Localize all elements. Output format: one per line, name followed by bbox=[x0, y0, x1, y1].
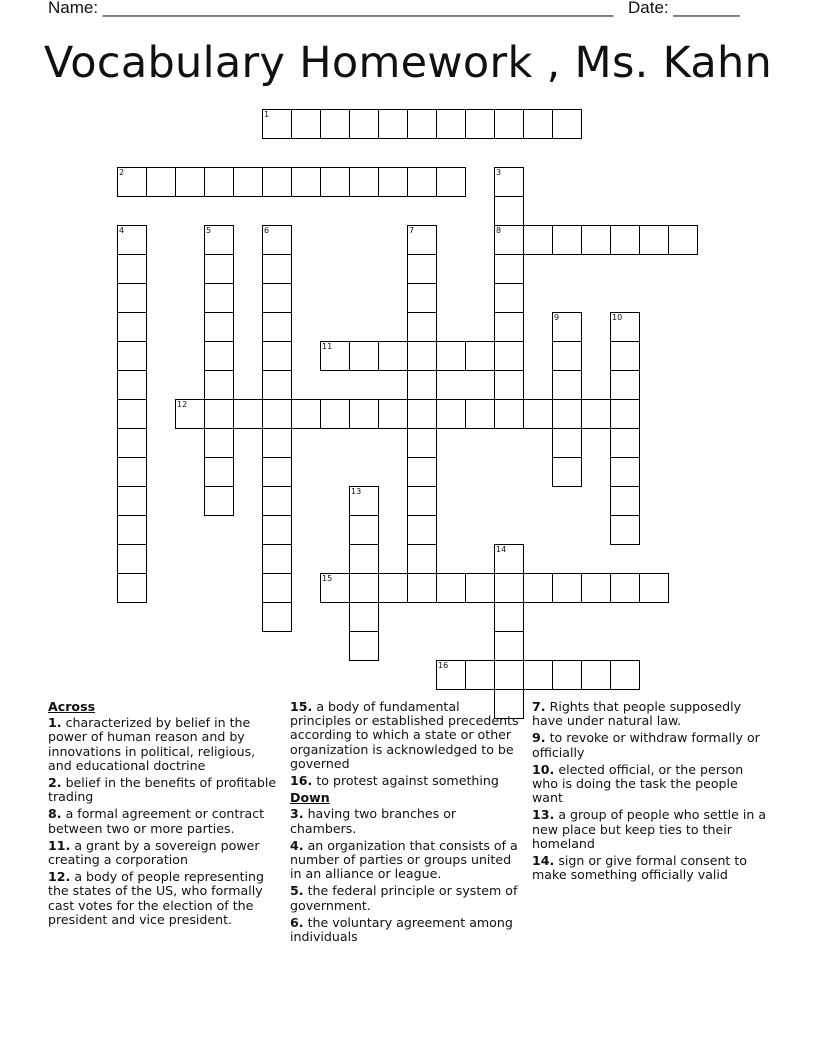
clue-number: 4. bbox=[290, 837, 304, 853]
clue-text: to protest against something bbox=[312, 773, 499, 789]
clue-across-11 bbox=[48, 839, 280, 867]
crossword-cell[interactable] bbox=[407, 573, 437, 603]
clue-number: 11. bbox=[48, 837, 71, 853]
crossword-cell[interactable] bbox=[523, 399, 553, 429]
crossword-cell[interactable] bbox=[581, 660, 611, 690]
crossword-cell[interactable] bbox=[262, 457, 292, 487]
crossword-cell[interactable] bbox=[581, 573, 611, 603]
crossword-cell[interactable] bbox=[204, 370, 234, 400]
crossword-cell[interactable] bbox=[552, 573, 582, 603]
clue-text: the voluntary agreement among individuals bbox=[290, 914, 513, 945]
crossword-cell[interactable] bbox=[436, 573, 466, 603]
crossword-cell[interactable] bbox=[552, 457, 582, 487]
crossword-cell[interactable] bbox=[146, 167, 176, 197]
page-title: Vocabulary Homework , Ms. Kahn bbox=[43, 38, 773, 88]
cell-number: 5 bbox=[206, 226, 212, 235]
down-heading: Down bbox=[290, 790, 330, 806]
crossword-cell[interactable] bbox=[349, 399, 379, 429]
clue-text: characterized by belief in the power of human reason and by innovations in political, religious, and educational doctrine bbox=[48, 715, 256, 773]
crossword-cell[interactable] bbox=[262, 312, 292, 342]
crossword-cell[interactable] bbox=[523, 573, 553, 603]
crossword-cell[interactable] bbox=[436, 109, 466, 139]
clue-down-7 bbox=[532, 700, 768, 728]
crossword-cell[interactable] bbox=[523, 109, 553, 139]
crossword-cell[interactable] bbox=[378, 109, 408, 139]
clue-down-10 bbox=[532, 763, 768, 806]
crossword-cell[interactable] bbox=[117, 486, 147, 516]
name-field-label: Name: ______________________________________________________ bbox=[48, 0, 614, 17]
cell-number: 15 bbox=[322, 574, 333, 583]
clue-text: belief in the benefits of profitable trading bbox=[48, 775, 277, 805]
clue-across-12 bbox=[48, 870, 280, 927]
crossword-cell[interactable] bbox=[204, 486, 234, 516]
clues-column-1 bbox=[48, 700, 280, 930]
crossword-cell[interactable] bbox=[639, 225, 669, 255]
crossword-cell[interactable] bbox=[378, 167, 408, 197]
crossword-cell[interactable] bbox=[610, 573, 640, 603]
crossword-cell[interactable] bbox=[465, 109, 495, 139]
clue-number: 13. bbox=[532, 807, 555, 823]
crossword-cell[interactable] bbox=[610, 370, 640, 400]
crossword-cell[interactable] bbox=[407, 544, 437, 574]
crossword-cell[interactable] bbox=[552, 312, 582, 342]
crossword-cell[interactable] bbox=[204, 167, 234, 197]
crossword-cell[interactable] bbox=[610, 457, 640, 487]
crossword-cell[interactable] bbox=[117, 283, 147, 313]
cell-number: 12 bbox=[177, 400, 188, 409]
crossword-cell[interactable] bbox=[465, 399, 495, 429]
clue-text: an organization that consists of a number of parties or groups united in an alliance or league. bbox=[290, 837, 518, 882]
crossword-cell[interactable] bbox=[378, 573, 408, 603]
clue-text: elected official, or the person who is doing the task the people want bbox=[532, 761, 744, 806]
crossword-cell[interactable] bbox=[407, 109, 437, 139]
crossword-cell[interactable] bbox=[349, 631, 379, 661]
crossword-cell[interactable] bbox=[552, 225, 582, 255]
crossword-cell[interactable] bbox=[494, 225, 524, 255]
clue-text: Rights that people supposedly have under natural law. bbox=[532, 699, 742, 729]
crossword-cell[interactable] bbox=[117, 544, 147, 574]
clue-number: 1. bbox=[48, 715, 62, 731]
clue-number: 3. bbox=[290, 806, 304, 822]
crossword-cell[interactable] bbox=[204, 225, 234, 255]
crossword-cell[interactable] bbox=[349, 109, 379, 139]
crossword-cell[interactable] bbox=[407, 370, 437, 400]
crossword-cell[interactable] bbox=[349, 544, 379, 574]
crossword-cell[interactable] bbox=[436, 341, 466, 371]
crossword-cell[interactable] bbox=[175, 167, 205, 197]
crossword-cell[interactable] bbox=[349, 573, 379, 603]
crossword-cell[interactable] bbox=[407, 225, 437, 255]
cell-number: 9 bbox=[554, 313, 560, 322]
clues-column-2 bbox=[290, 700, 522, 947]
clue-text: a body of people representing the states of the US, who formally cast votes for the election of the president and vice president. bbox=[48, 869, 265, 927]
crossword-cell[interactable] bbox=[262, 486, 292, 516]
cell-number: 14 bbox=[496, 545, 507, 554]
across-heading: Across bbox=[48, 699, 96, 714]
cell-number: 6 bbox=[264, 226, 270, 235]
clue-down-4 bbox=[290, 839, 522, 882]
crossword-cell[interactable] bbox=[552, 399, 582, 429]
crossword-cell[interactable] bbox=[291, 167, 321, 197]
clue-number: 16. bbox=[290, 773, 313, 789]
crossword-cell[interactable] bbox=[494, 602, 524, 632]
crossword-cell[interactable] bbox=[378, 399, 408, 429]
crossword-cell[interactable] bbox=[320, 167, 350, 197]
crossword-cell[interactable] bbox=[262, 428, 292, 458]
clue-down-14 bbox=[532, 854, 768, 882]
clue-number: 10. bbox=[532, 761, 555, 777]
crossword-cell[interactable] bbox=[262, 573, 292, 603]
crossword-cell[interactable] bbox=[117, 312, 147, 342]
crossword-cell[interactable] bbox=[407, 167, 437, 197]
clue-number: 8. bbox=[48, 806, 62, 822]
crossword-cell[interactable] bbox=[262, 515, 292, 545]
crossword-cell[interactable] bbox=[349, 167, 379, 197]
crossword-cell[interactable] bbox=[407, 399, 437, 429]
crossword-cell[interactable] bbox=[349, 515, 379, 545]
crossword-cell[interactable] bbox=[436, 660, 466, 690]
crossword-cell[interactable] bbox=[552, 341, 582, 371]
clue-number: 15. bbox=[290, 699, 313, 714]
crossword-cell[interactable] bbox=[233, 399, 263, 429]
clue-text: having two branches or chambers. bbox=[290, 806, 457, 836]
crossword-cell[interactable] bbox=[291, 399, 321, 429]
clue-text: the federal principle or system of government. bbox=[290, 883, 518, 913]
clue-text: a body of fundamental principles or established precedents according to which a state or other organization is acknowledged to be governed bbox=[290, 699, 519, 771]
cell-number: 3 bbox=[496, 168, 502, 177]
crossword-cell[interactable] bbox=[291, 109, 321, 139]
crossword-cell[interactable] bbox=[668, 225, 698, 255]
clue-text: a formal agreement or contract between two or more parties. bbox=[48, 806, 265, 836]
crossword-cell[interactable] bbox=[552, 370, 582, 400]
crossword-cell[interactable] bbox=[494, 196, 524, 226]
crossword-cell[interactable] bbox=[465, 660, 495, 690]
crossword-cell[interactable] bbox=[552, 660, 582, 690]
crossword-cell[interactable] bbox=[262, 254, 292, 284]
crossword-cell[interactable] bbox=[378, 341, 408, 371]
crossword-cell[interactable] bbox=[494, 399, 524, 429]
cell-number: 11 bbox=[322, 342, 333, 351]
crossword-cell[interactable] bbox=[581, 225, 611, 255]
clue-down-6 bbox=[290, 916, 522, 944]
crossword-cell[interactable] bbox=[262, 370, 292, 400]
cell-number: 13 bbox=[351, 487, 362, 496]
clue-text: a grant by a sovereign power creating a corporation bbox=[48, 837, 260, 868]
crossword-cell[interactable] bbox=[407, 457, 437, 487]
clue-number: 2. bbox=[48, 775, 62, 791]
crossword-cell[interactable] bbox=[262, 341, 292, 371]
crossword-cell[interactable] bbox=[175, 399, 205, 429]
clue-down-5 bbox=[290, 884, 522, 912]
crossword-cell[interactable] bbox=[262, 167, 292, 197]
clue-number: 9. bbox=[532, 730, 546, 746]
clue-down-9 bbox=[532, 731, 768, 759]
clue-number: 12. bbox=[48, 869, 71, 885]
crossword-cell[interactable] bbox=[204, 428, 234, 458]
crossword-cell[interactable] bbox=[552, 109, 582, 139]
crossword-cell[interactable] bbox=[117, 399, 147, 429]
crossword-cell[interactable] bbox=[494, 573, 524, 603]
crossword-cell[interactable] bbox=[407, 283, 437, 313]
crossword-cell[interactable] bbox=[494, 341, 524, 371]
crossword-cell[interactable] bbox=[610, 660, 640, 690]
cell-number: 16 bbox=[438, 661, 449, 670]
crossword-cell[interactable] bbox=[320, 573, 350, 603]
clue-down-3 bbox=[290, 807, 522, 835]
crossword-cell[interactable] bbox=[204, 341, 234, 371]
crossword-cell[interactable] bbox=[610, 515, 640, 545]
crossword-cell[interactable] bbox=[204, 254, 234, 284]
crossword-cell[interactable] bbox=[262, 283, 292, 313]
crossword-cell[interactable] bbox=[436, 399, 466, 429]
cell-number: 2 bbox=[119, 168, 125, 177]
crossword-cell[interactable] bbox=[204, 312, 234, 342]
crossword-cell[interactable] bbox=[436, 167, 466, 197]
crossword-cell[interactable] bbox=[117, 341, 147, 371]
crossword-cell[interactable] bbox=[610, 341, 640, 371]
crossword-cell[interactable] bbox=[581, 399, 611, 429]
crossword-cell[interactable] bbox=[639, 573, 669, 603]
clue-across-2 bbox=[48, 776, 280, 804]
crossword-cell[interactable] bbox=[262, 225, 292, 255]
crossword-cell[interactable] bbox=[407, 515, 437, 545]
cell-number: 1 bbox=[264, 110, 270, 119]
crossword-cell[interactable] bbox=[117, 254, 147, 284]
crossword-cell[interactable] bbox=[523, 225, 553, 255]
crossword-cell[interactable] bbox=[407, 254, 437, 284]
crossword-cell[interactable] bbox=[610, 428, 640, 458]
crossword-cell[interactable] bbox=[320, 109, 350, 139]
crossword-cell[interactable] bbox=[320, 399, 350, 429]
crossword-cell[interactable] bbox=[204, 283, 234, 313]
clue-number: 7. bbox=[532, 699, 546, 714]
crossword-cell[interactable] bbox=[262, 544, 292, 574]
crossword-cell[interactable] bbox=[494, 660, 524, 690]
cell-number: 10 bbox=[612, 313, 623, 322]
crossword-cell[interactable] bbox=[407, 428, 437, 458]
date-field-label: Date: _______ bbox=[628, 0, 740, 17]
crossword-cell[interactable] bbox=[407, 486, 437, 516]
clue-text: to revoke or withdraw formally or officially bbox=[532, 730, 760, 760]
clue-text: sign or give formal consent to make something officially valid bbox=[532, 853, 748, 883]
crossword-cell[interactable] bbox=[494, 283, 524, 313]
crossword-cell[interactable] bbox=[117, 167, 147, 197]
crossword-cell[interactable] bbox=[204, 457, 234, 487]
clue-across-16 bbox=[290, 774, 522, 788]
crossword-cell[interactable] bbox=[407, 341, 437, 371]
crossword-cell[interactable] bbox=[262, 109, 292, 139]
crossword-cell[interactable] bbox=[610, 312, 640, 342]
clues-column-3 bbox=[532, 700, 768, 885]
cell-number: 4 bbox=[119, 226, 125, 235]
crossword-cell[interactable] bbox=[494, 631, 524, 661]
crossword-cell[interactable] bbox=[117, 457, 147, 487]
cell-number: 7 bbox=[409, 226, 415, 235]
crossword-cell[interactable] bbox=[349, 486, 379, 516]
crossword-cell[interactable] bbox=[117, 515, 147, 545]
crossword-cell[interactable] bbox=[407, 312, 437, 342]
crossword-cell[interactable] bbox=[262, 602, 292, 632]
clue-number: 6. bbox=[290, 914, 304, 930]
clue-down-13 bbox=[532, 808, 768, 851]
clue-number: 5. bbox=[290, 883, 304, 899]
crossword-cell[interactable] bbox=[117, 370, 147, 400]
crossword-cell[interactable] bbox=[233, 167, 263, 197]
crossword-cell[interactable] bbox=[610, 399, 640, 429]
cell-number: 8 bbox=[496, 226, 502, 235]
clue-across-1 bbox=[48, 716, 280, 773]
crossword-cell[interactable] bbox=[465, 573, 495, 603]
crossword-cell[interactable] bbox=[494, 109, 524, 139]
crossword-cell[interactable] bbox=[552, 428, 582, 458]
crossword-cell[interactable] bbox=[117, 573, 147, 603]
crossword-cell[interactable] bbox=[494, 544, 524, 574]
crossword-cell[interactable] bbox=[204, 399, 234, 429]
crossword-cell[interactable] bbox=[320, 341, 350, 371]
crossword-cell[interactable] bbox=[610, 225, 640, 255]
crossword-cell[interactable] bbox=[494, 254, 524, 284]
crossword-cell[interactable] bbox=[494, 370, 524, 400]
crossword-cell[interactable] bbox=[494, 312, 524, 342]
crossword-cell[interactable] bbox=[465, 341, 495, 371]
clue-text: a group of people who settle in a new place but keep ties to their homeland bbox=[532, 807, 767, 851]
crossword-cell[interactable] bbox=[117, 225, 147, 255]
crossword-cell[interactable] bbox=[349, 341, 379, 371]
crossword-cell[interactable] bbox=[610, 486, 640, 516]
crossword-cell[interactable] bbox=[117, 428, 147, 458]
crossword-cell[interactable] bbox=[523, 660, 553, 690]
clue-number: 14. bbox=[532, 853, 555, 869]
crossword-cell[interactable] bbox=[349, 602, 379, 632]
clue-across-8 bbox=[48, 807, 280, 835]
clue-across-15 bbox=[290, 700, 522, 771]
crossword-cell[interactable] bbox=[494, 167, 524, 197]
crossword-cell[interactable] bbox=[262, 399, 292, 429]
